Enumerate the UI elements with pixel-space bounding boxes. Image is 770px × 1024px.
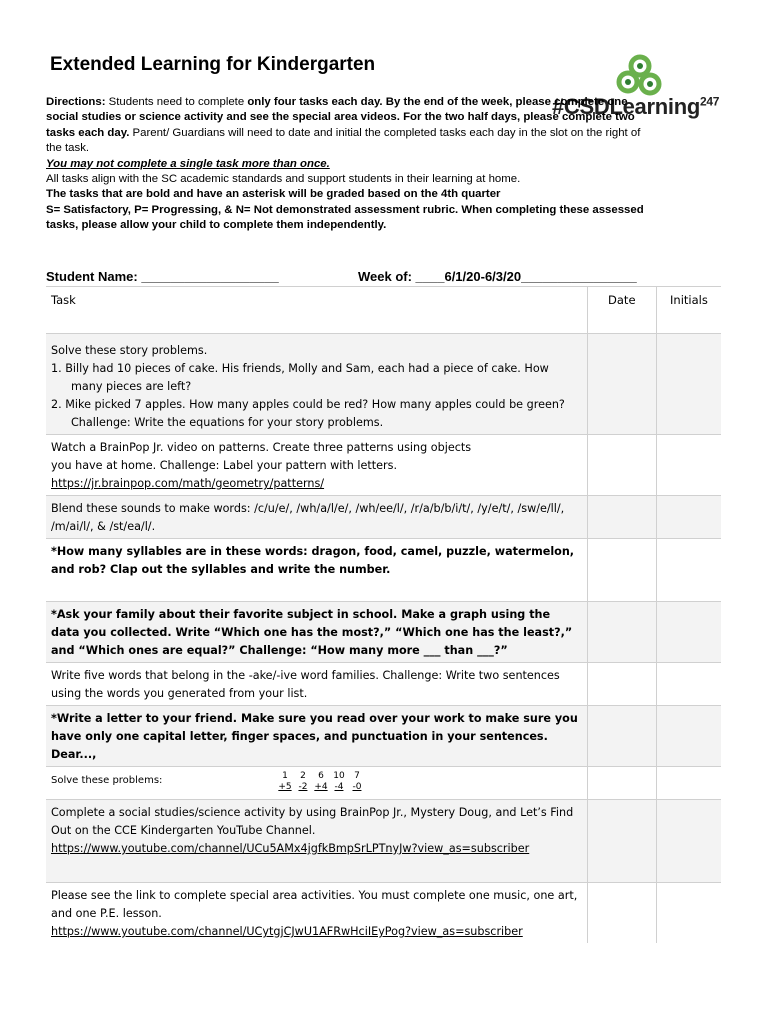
table-row: Blend these sounds to make words: /c/u/e/, /wh/a/l/e/, /wh/ee/l/, /r/a/b/b/i/t/, /y/e/t/, /sw/e/ll/, /m/ai/l/, & /st/ea/l/. (46, 496, 721, 539)
initials-input[interactable] (656, 435, 721, 496)
initials-input[interactable] (656, 663, 721, 706)
table-row: *Write a letter to your friend. Make sure you read over your work to make sure you have only one capital letter, finger spaces, and punctuation in your sentences. Dear..., (46, 706, 721, 767)
brainpop-patterns-link[interactable]: https://jr.brainpop.com/math/geometry/patterns/ (51, 477, 325, 490)
directions: Directions: Students need to complete only four tasks each day. By the end of the week, please complete one social studies or science activity and see the special area videos. For the two half days, please complete two tasks each day. Parent/ Guardians will need to date and initial the completed tasks each day in the slot on the right of the task. You may not complete a single task more than once. All tasks align with the SC academic standards and support students in their learning at home. The tasks that are bold and have an asterisk will be graded based on the 4th quarter S= Satisfactory, P= Progressing, & N= Not demonstrated assessment rubric. When completing these assessed tasks, please allow your child to complete them independently. (46, 95, 646, 234)
directions-warning: You may not complete a single task more than once. (46, 157, 330, 170)
week-of-field[interactable]: Week of: ____6/1/20-6/3/20________________ (358, 269, 637, 284)
initials-input[interactable] (656, 539, 721, 602)
date-input[interactable] (587, 602, 656, 663)
initials-input[interactable] (656, 800, 721, 883)
table-row: Write five words that belong in the -ake/-ive word families. Challenge: Write two sentences using the words you generated from your list. (46, 663, 721, 706)
logo-text: #CSDLearning$^{247}$ (552, 94, 720, 119)
header-date: Date (608, 293, 636, 307)
table-row: Complete a social studies/science activity by using BrainPop Jr., Mystery Doug, and Let’s Find Out on the CCE Kindergarten YouTube Channel. https://www.youtube.com/channel/UCu5AMx4jgfkBmpSrLPTnyJw?view_as=subscriber (46, 800, 721, 883)
table-row: Solve these story problems. 1. Billy had 10 pieces of cake. His friends, Molly and Sam, each had a piece of cake. How many pieces are left? 2. Mike picked 7 apples. How many apples could be red? How many apples could be green? Challenge: Write the equations for your story problems. (46, 334, 721, 435)
table-row: Watch a BrainPop Jr. video on patterns. Create three patterns using objects you have at home. Challenge: Label your pattern with letters. https://jr.brainpop.com/math/geometry/patterns/ (46, 435, 721, 496)
table-row: Solve these problems: 1 2 6 10 7 +5 -2 +4 -4 -0 (46, 767, 721, 800)
page-title: Extended Learning for Kindergarten (50, 54, 376, 75)
initials-input[interactable] (656, 767, 721, 800)
initials-input[interactable] (656, 496, 721, 539)
initials-input[interactable] (656, 602, 721, 663)
date-input[interactable] (587, 334, 656, 435)
cce-youtube-link[interactable]: https://www.youtube.com/channel/UCu5AMx4jgfkBmpSrLPTnyJw?view_as=subscriber (51, 842, 530, 855)
header-task: Task (51, 293, 76, 307)
table-row: *How many syllables are in these words: dragon, food, camel, puzzle, watermelon, and rob? Clap out the syllables and write the number. (46, 539, 721, 602)
table-header-row (46, 287, 721, 334)
student-name-field[interactable]: Student Name: ___________________ (46, 269, 279, 284)
date-input[interactable] (587, 767, 656, 800)
initials-input[interactable] (656, 334, 721, 435)
header-initials: Initials (670, 293, 708, 307)
task-table (46, 286, 721, 943)
date-input[interactable] (587, 883, 656, 944)
date-input[interactable] (587, 496, 656, 539)
date-input[interactable] (587, 800, 656, 883)
math-problems: 1 2 6 10 7 +5 -2 +4 -4 -0 (278, 771, 362, 792)
special-area-youtube-link[interactable]: https://www.youtube.com/channel/UCytgjCJwU1AFRwHciIEyPog?view_as=subscriber (51, 925, 523, 938)
date-input[interactable] (587, 706, 656, 767)
student-row (46, 269, 686, 284)
initials-input[interactable] (656, 706, 721, 767)
date-input[interactable] (587, 539, 656, 602)
date-input[interactable] (587, 435, 656, 496)
date-input[interactable] (587, 663, 656, 706)
initials-input[interactable] (656, 883, 721, 944)
table-row: *Ask your family about their favorite subject in school. Make a graph using the data you collected. Write “Which one has the most?,” “Which one has the least?,” and “Which ones are equal?” Challenge: “How many more ___ than ___?” (46, 602, 721, 663)
table-row: Please see the link to complete special area activities. You must complete one music, one art, and one P.E. lesson. https://www.youtube.com/channel/UCytgjCJwU1AFRwHciIEyPog?view_as=subscriber (46, 883, 721, 944)
